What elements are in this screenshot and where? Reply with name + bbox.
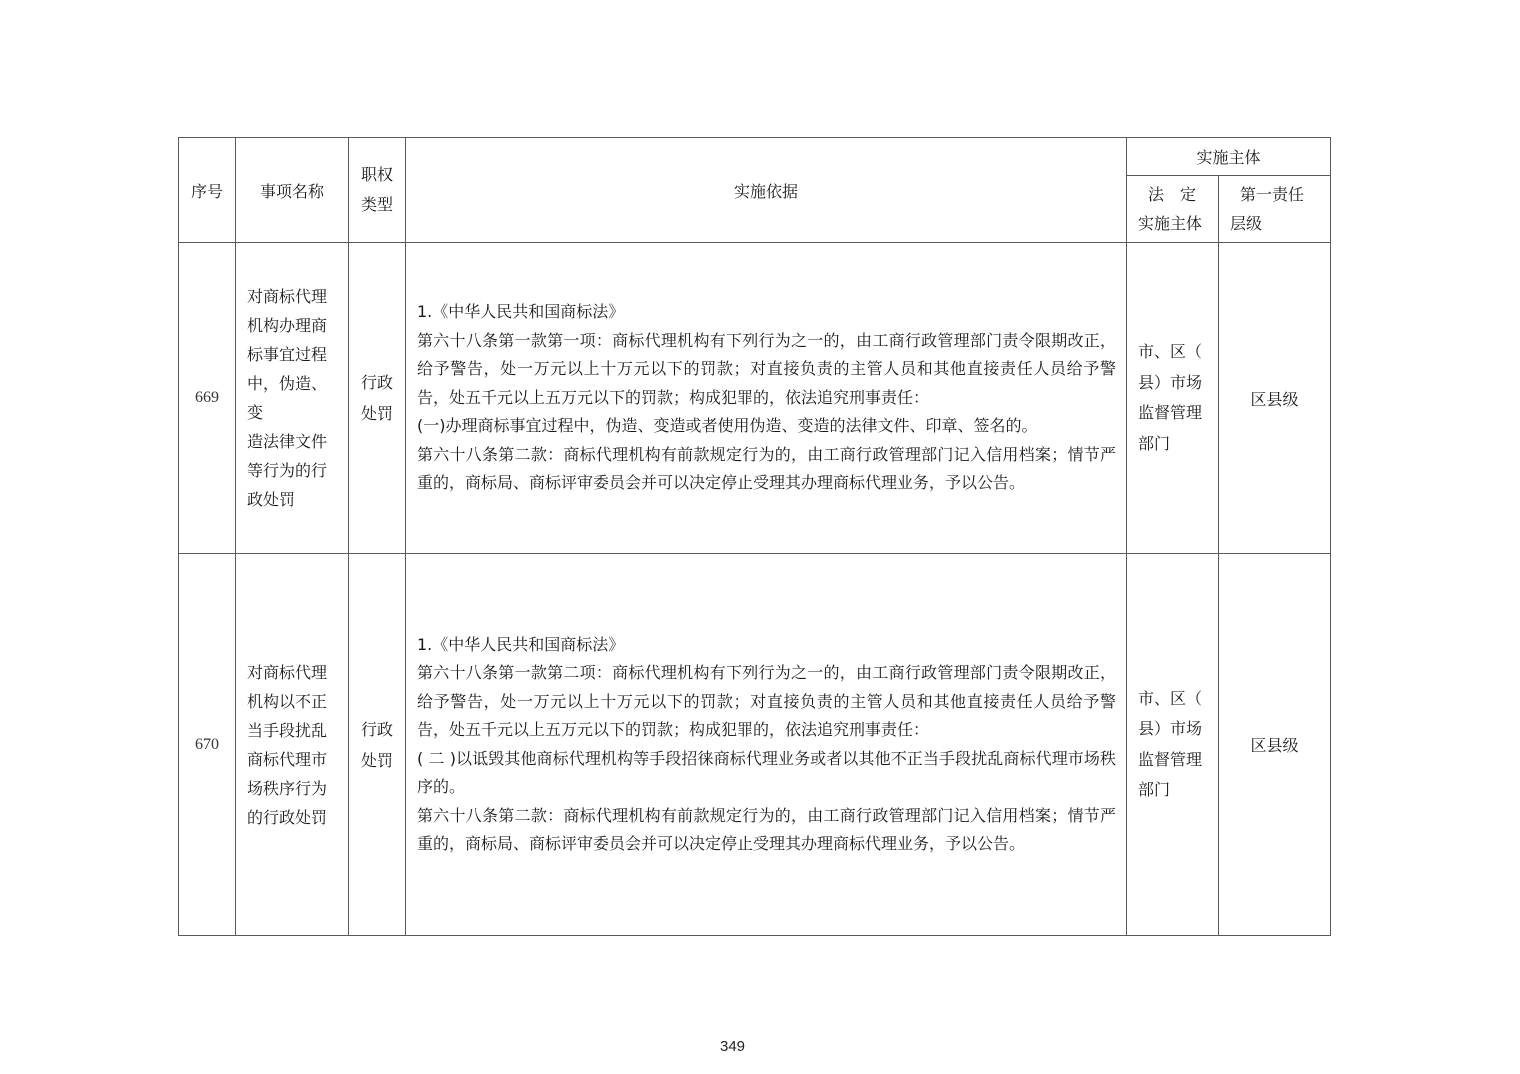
header-seq: 序号 [179,138,236,243]
header-responsibility-level: 第一责任 层级 [1219,176,1331,243]
table-row [179,554,1331,936]
header-name: 事项名称 [236,138,349,243]
page-number: 349 [719,1038,746,1055]
row-legal-subject: 市、区（ 县）市场 监督管理 部门 [1127,243,1219,554]
row-name: 对商标代理 机构以不正 当手段扰乱 商标代理市 场秩序行为 的行政处罚 [236,554,349,936]
header-legal-subject: 法 定 实施主体 [1127,176,1219,243]
row-seq: 669 [179,243,236,554]
row-seq: 670 [179,554,236,936]
table-row [179,243,1331,554]
enforcement-table [178,137,1331,936]
law-title: 1.《中华人民共和国商标法》 [417,302,625,322]
header-basis: 实施依据 [406,138,1127,243]
header-subject-group: 实施主体 [1127,138,1331,176]
row-name: 对商标代理 机构办理商 标事宜过程 中，伪造、变 造法律文件 等行为的行 政处罚 [236,243,349,554]
row-basis: 1.《中华人民共和国商标法》 第六十八条第一款第一项：商标代理机构有下列行为之一的，由工商行政管理部门责令限期改正，给予警告，处一万元以上十万元以下的罚款；对直接负责的主管人员和其他直接责任人员给予警告，处五千元以上五万元以下的罚款；构成犯罪的，依法追究刑事责任： (一)办理商标事宜过程中，伪造、变造或者使用伪造、变造的法律文件、印章、签名的。 第六十八条第二款：商标代理机构有前款规定行为的，由工商行政管理部门记入信用档案；情节严重的，商标局、商标评审委员会并可以决定停止受理其办理商标代理业务，予以公告。 [406,243,1127,554]
row-type: 行政 处罚 [349,243,406,554]
row-level: 区县级 [1219,554,1331,936]
row-basis: 1.《中华人民共和国商标法》 第六十八条第一款第二项：商标代理机构有下列行为之一的，由工商行政管理部门责令限期改正，给予警告，处一万元以上十万元以下的罚款；对直接负责的主管人员和其他直接责任人员给予警告，处五千元以上五万元以下的罚款；构成犯罪的，依法追究刑事责任： ( 二 )以诋毁其他商标代理机构等手段招徕商标代理业务或者以其他不正当手段扰乱商标代理市场秩序的。 第六十八条第二款：商标代理机构有前款规定行为的，由工商行政管理部门记入信用档案；情节严重的，商标局、商标评审委员会并可以决定停止受理其办理商标代理业务，予以公告。 [406,554,1127,936]
header-type: 职权 类型 [349,138,406,243]
row-legal-subject: 市、区（ 县）市场 监督管理 部门 [1127,554,1219,936]
law-title: 1.《中华人民共和国商标法》 [417,634,625,654]
row-type: 行政 处罚 [349,554,406,936]
row-level: 区县级 [1219,243,1331,554]
